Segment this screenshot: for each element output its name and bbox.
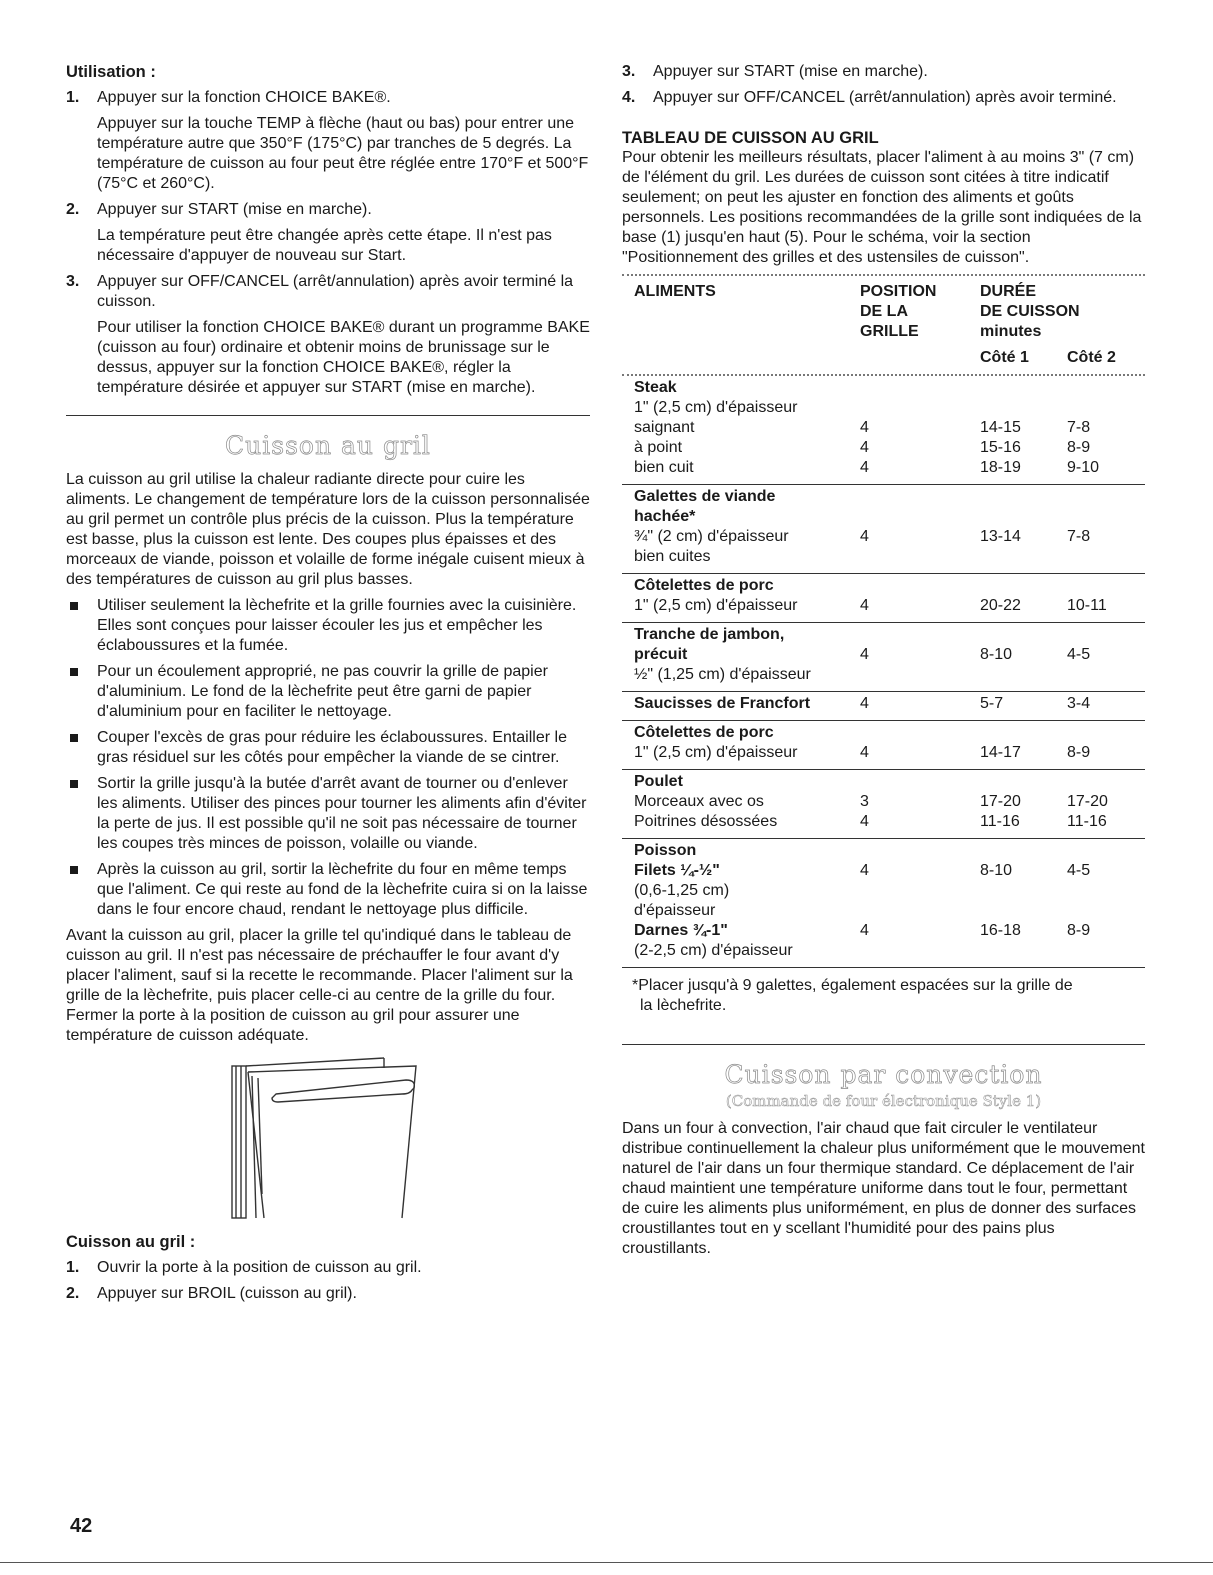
step-text: Appuyer sur OFF/CANCEL (arrêt/annulation) après avoir terminé. <box>653 89 1117 106</box>
side1-cell: 14-17 <box>980 744 1021 761</box>
step-number: 2. <box>66 1285 80 1302</box>
side1-cell: 15-16 <box>980 439 1021 456</box>
gril-intro: La cuisson au gril utilise la chaleur radiante directe pour cuire les aliments. Le changement de température lors de la cuisson personnalisée au gril permet un contrôle plus précis de la cuisson. Plus la température est basse, plus la cuisson est lente. Des coupes plus épaisses et des morceaux de viande, poisson et volaille de forme inégale cuisent mieux à des températures de cuisson au gril plus basses. <box>66 471 590 588</box>
food-cell: Morceaux avec os <box>634 793 764 810</box>
food-cell: hachée* <box>634 508 696 525</box>
side1-cell: 11-16 <box>980 813 1020 830</box>
header-position-2: DE LA <box>860 303 908 320</box>
position-cell: 3 <box>860 793 869 810</box>
table-group <box>622 623 1145 692</box>
gril-bullet-list <box>66 596 590 920</box>
position-cell: 4 <box>860 922 869 939</box>
header-duree-3: minutes <box>980 323 1042 340</box>
table-title: TABLEAU DE CUISSON AU GRIL <box>622 129 879 147</box>
bullet-item: Après la cuisson au gril, sortir la lèchefrite du four en même temps que l'aliment. Ce qui reste au fond de la lèchefrite cuira si on la laisse dans le four encore chaud, rendant le nettoyage plus difficile. <box>66 860 590 920</box>
food-cell: bien cuit <box>634 459 694 476</box>
side2-cell: 8-9 <box>1067 922 1091 939</box>
step-text: Appuyer sur BROIL (cuisson au gril). <box>97 1285 357 1302</box>
cuisson-step-2 <box>66 1284 590 1304</box>
header-duree-1: DURÉE <box>980 283 1037 300</box>
position-cell: 4 <box>860 862 869 879</box>
food-cell: Côtelettes de porc <box>634 577 774 594</box>
side1-cell: 13-14 <box>980 528 1021 545</box>
table-footnote <box>622 976 1145 1016</box>
table-row <box>622 861 1145 881</box>
bullet-item: Utiliser seulement la lèchefrite et la grille fournies avec la cuisinière. Elles sont conçues pour laisser écouler les jus et empêcher les éclaboussures et la fumée. <box>66 596 590 656</box>
food-cell: Poisson <box>634 842 697 859</box>
table-row <box>622 507 1145 527</box>
side2-cell: 4-5 <box>1067 646 1091 663</box>
footnote-line: la lèchefrite. <box>640 997 727 1014</box>
table-group <box>622 770 1145 839</box>
position-cell: 4 <box>860 439 869 456</box>
table-row <box>622 694 1145 714</box>
table-row <box>622 743 1145 763</box>
table-row <box>622 941 1145 961</box>
bullet-square-icon <box>70 602 78 610</box>
side1-cell: 8-10 <box>980 862 1013 879</box>
table-row <box>622 378 1145 398</box>
footnote-line: *Placer jusqu'à 9 galettes, également espacées sur la grille de <box>632 977 1073 994</box>
bullet-square-icon <box>70 780 78 788</box>
position-cell: 4 <box>860 459 869 476</box>
side2-cell: 10-11 <box>1067 597 1107 614</box>
table-row <box>622 418 1145 438</box>
position-cell: 4 <box>860 597 869 614</box>
table-row <box>622 901 1145 921</box>
food-cell: à point <box>634 439 683 456</box>
bullet-item: Sortir la grille jusqu'à la butée d'arrêt avant de tourner ou d'enlever les aliments. Utiliser des pinces pour tourner les aliments afin d'éviter la perte de jus. Il est possible qu'il ne soit pas nécessaire de tourner les coupes très minces de poisson, volaille ou viande. <box>66 774 590 854</box>
food-cell: (0,6-1,25 cm) <box>634 882 730 899</box>
table-row <box>622 547 1145 567</box>
step-text: Appuyer sur la touche TEMP à flèche (haut ou bas) pour entrer une température autre que 350°F (175°C) par tranches de 5 degrés. La température de cuisson au four peut être réglée entre 170°F et 500°F (75°C et 260°C). <box>97 115 589 192</box>
food-cell: précuit <box>634 646 688 663</box>
food-cell: Galettes de viande <box>634 488 776 505</box>
side1-cell: 20-22 <box>980 597 1021 614</box>
table-row <box>622 841 1145 861</box>
food-cell: Côtelettes de porc <box>634 724 774 741</box>
gril-instructions: Avant la cuisson au gril, placer la grille tel qu'indiqué dans le tableau de cuisson au gril. Il n'est pas nécessaire de préchauffer le four avant d'y placer l'aliment, sauf si la recette le recommande. Placer l'aliment sur la grille de la lèchefrite, puis placer celle-ci au centre de la grille du four. Fermer la porte à la position de cuisson au gril pour assurer une température de cuisson adéquate. <box>66 927 573 1044</box>
step-4-right <box>622 88 1145 108</box>
right-column <box>622 62 1145 1259</box>
header-position-1: POSITION <box>860 283 937 300</box>
step-3 <box>66 272 590 398</box>
left-column <box>66 62 590 1304</box>
step-number: 3. <box>622 63 636 80</box>
bullet-square-icon <box>70 866 78 874</box>
table-intro: Pour obtenir les meilleurs résultats, placer l'aliment à au moins 3" (7 cm) de l'élément du gril. Les durées de cuisson sont citées à titre indicatif seulement; on peut les ajuster en fonction des aliments et goûts personnels. Les positions recommandées de la grille sont indiquées de la base (1) jusqu'en haut (5). Pour le schéma, voir la section "Positionnement des grilles et des ustensiles de cuisson". <box>622 149 1142 266</box>
side2-cell: 4-5 <box>1067 862 1091 879</box>
header-position-3: GRILLE <box>860 323 919 340</box>
table-group <box>622 376 1145 485</box>
utilisation-heading: Utilisation : <box>66 63 156 81</box>
step-text: Pour utiliser la fonction CHOICE BAKE® durant un programme BAKE (cuisson au four) ordinaire et obtenir moins de brunissage sur le dessus, appuyer sur la fonction CHOICE BAKE®, régler la température désirée et appuyer sur START (mise en marche). <box>97 319 590 396</box>
side1-cell: 5-7 <box>980 695 1004 712</box>
table-group <box>622 692 1145 721</box>
oven-door-illustration <box>66 1054 590 1224</box>
food-cell: 1" (2,5 cm) d'épaisseur <box>634 597 798 614</box>
table-row <box>622 398 1145 418</box>
cuisson-step-1 <box>66 1258 590 1278</box>
side2-cell: 7-8 <box>1067 528 1091 545</box>
table-body <box>622 376 1145 968</box>
side1-cell: 16-18 <box>980 922 1021 939</box>
table-row <box>622 527 1145 547</box>
step-text: Appuyer sur OFF/CANCEL (arrêt/annulation) après avoir terminé la cuisson. <box>97 273 574 310</box>
step-number: 1. <box>66 89 80 106</box>
food-cell: ¾" (2 cm) d'épaisseur <box>634 528 789 545</box>
table-header <box>622 276 1145 366</box>
convection-section-subtitle: (Commande de four électronique Style 1) <box>725 1092 1042 1110</box>
position-cell: 4 <box>860 744 869 761</box>
food-cell: (2-2,5 cm) d'épaisseur <box>634 942 793 959</box>
section-divider <box>622 1044 1145 1045</box>
food-cell: Tranche de jambon, <box>634 626 785 643</box>
page-number: 42 <box>70 1515 93 1537</box>
cuisson-gril-heading: Cuisson au gril : <box>66 1233 196 1251</box>
side2-cell: 11-16 <box>1067 813 1107 830</box>
food-cell: Steak <box>634 379 677 396</box>
position-cell: 4 <box>860 695 869 712</box>
table-row <box>622 921 1145 941</box>
step-text: Ouvrir la porte à la position de cuisson au gril. <box>97 1259 422 1276</box>
position-cell: 4 <box>860 813 869 830</box>
food-cell: Saucisses de Francfort <box>634 695 811 712</box>
position-cell: 4 <box>860 419 869 436</box>
bullet-square-icon <box>70 668 78 676</box>
step-number: 4. <box>622 89 636 106</box>
food-cell: Poitrines désossées <box>634 813 778 830</box>
side1-cell: 18-19 <box>980 459 1021 476</box>
bullet-item: Couper l'excès de gras pour réduire les éclaboussures. Entailler le gras résiduel sur les côtés pour empêcher la viande de se cintrer. <box>66 728 590 768</box>
header-aliments: ALIMENTS <box>634 283 716 300</box>
bullet-item: Pour un écoulement approprié, ne pas couvrir la grille de papier d'aluminium. Le fond de la lèchefrite peut être garni de papier d'aluminium pour en faciliter le nettoyage. <box>66 662 590 722</box>
table-row <box>622 665 1145 685</box>
food-cell: d'épaisseur <box>634 902 716 919</box>
table-row <box>622 458 1145 478</box>
step-text: Appuyer sur START (mise en marche). <box>97 201 372 218</box>
table-row <box>622 772 1145 792</box>
side2-cell: 9-10 <box>1067 459 1100 476</box>
side1-cell: 17-20 <box>980 793 1021 810</box>
position-cell: 4 <box>860 646 869 663</box>
table-row <box>622 812 1145 832</box>
step-1 <box>66 88 590 194</box>
food-cell: ½" (1,25 cm) d'épaisseur <box>634 666 811 683</box>
step-text: Appuyer sur la fonction CHOICE BAKE®. <box>97 89 391 106</box>
food-cell: saignant <box>634 419 695 436</box>
side1-cell: 8-10 <box>980 646 1013 663</box>
food-cell: Darnes ¾-1" <box>634 922 728 939</box>
position-cell: 4 <box>860 528 869 545</box>
side2-cell: 17-20 <box>1067 793 1108 810</box>
food-cell: Filets ¼-½" <box>634 862 720 879</box>
table-row <box>622 723 1145 743</box>
table-row <box>622 596 1145 616</box>
header-duree-2: DE CUISSON <box>980 303 1080 320</box>
food-cell: 1" (2,5 cm) d'épaisseur <box>634 744 798 761</box>
step-2 <box>66 200 590 266</box>
food-cell: Poulet <box>634 773 683 790</box>
table-group <box>622 721 1145 770</box>
step-text: La température peut être changée après cette étape. Il n'est pas nécessaire d'appuyer de nouveau sur Start. <box>97 227 552 264</box>
step-number: 2. <box>66 201 80 218</box>
header-cote-1: Côté 1 <box>980 349 1029 366</box>
section-divider <box>66 415 590 416</box>
table-row <box>622 645 1145 665</box>
side2-cell: 8-9 <box>1067 744 1091 761</box>
convection-section-title: Cuisson par convection <box>724 1060 1043 1089</box>
table-row <box>622 881 1145 901</box>
side1-cell: 14-15 <box>980 419 1021 436</box>
table-row <box>622 625 1145 645</box>
bullet-square-icon <box>70 734 78 742</box>
table-row <box>622 438 1145 458</box>
table-group <box>622 574 1145 623</box>
step-text: Appuyer sur START (mise en marche). <box>653 63 928 80</box>
table-group <box>622 839 1145 968</box>
side2-cell: 3-4 <box>1067 695 1091 712</box>
gril-section-title: Cuisson au gril <box>225 431 431 460</box>
step-number: 3. <box>66 273 80 290</box>
table-row <box>622 487 1145 507</box>
table-row <box>622 792 1145 812</box>
food-cell: 1" (2,5 cm) d'épaisseur <box>634 399 798 416</box>
page-bottom-rule <box>0 1562 1213 1563</box>
step-number: 1. <box>66 1259 80 1276</box>
table-row <box>622 576 1145 596</box>
side2-cell: 8-9 <box>1067 439 1091 456</box>
convection-text: Dans un four à convection, l'air chaud que fait circuler le ventilateur distribue continuellement la chaleur plus uniformément que le mouvement naturel de l'air dans un four thermique standard. Ce déplacement de l'air chaud maintient une température uniforme dans tout le four, permettant de cuire les aliments plus uniformément, en plus de donner des surfaces croustillantes tout en y scellant l'humidité pour des pains plus croustillants. <box>622 1120 1145 1257</box>
side2-cell: 7-8 <box>1067 419 1091 436</box>
oven-door-broil-position-icon <box>66 1054 590 1224</box>
food-cell: bien cuites <box>634 548 711 565</box>
step-3-right <box>622 62 1145 82</box>
header-cote-2: Côté 2 <box>1067 349 1116 366</box>
table-group <box>622 485 1145 574</box>
